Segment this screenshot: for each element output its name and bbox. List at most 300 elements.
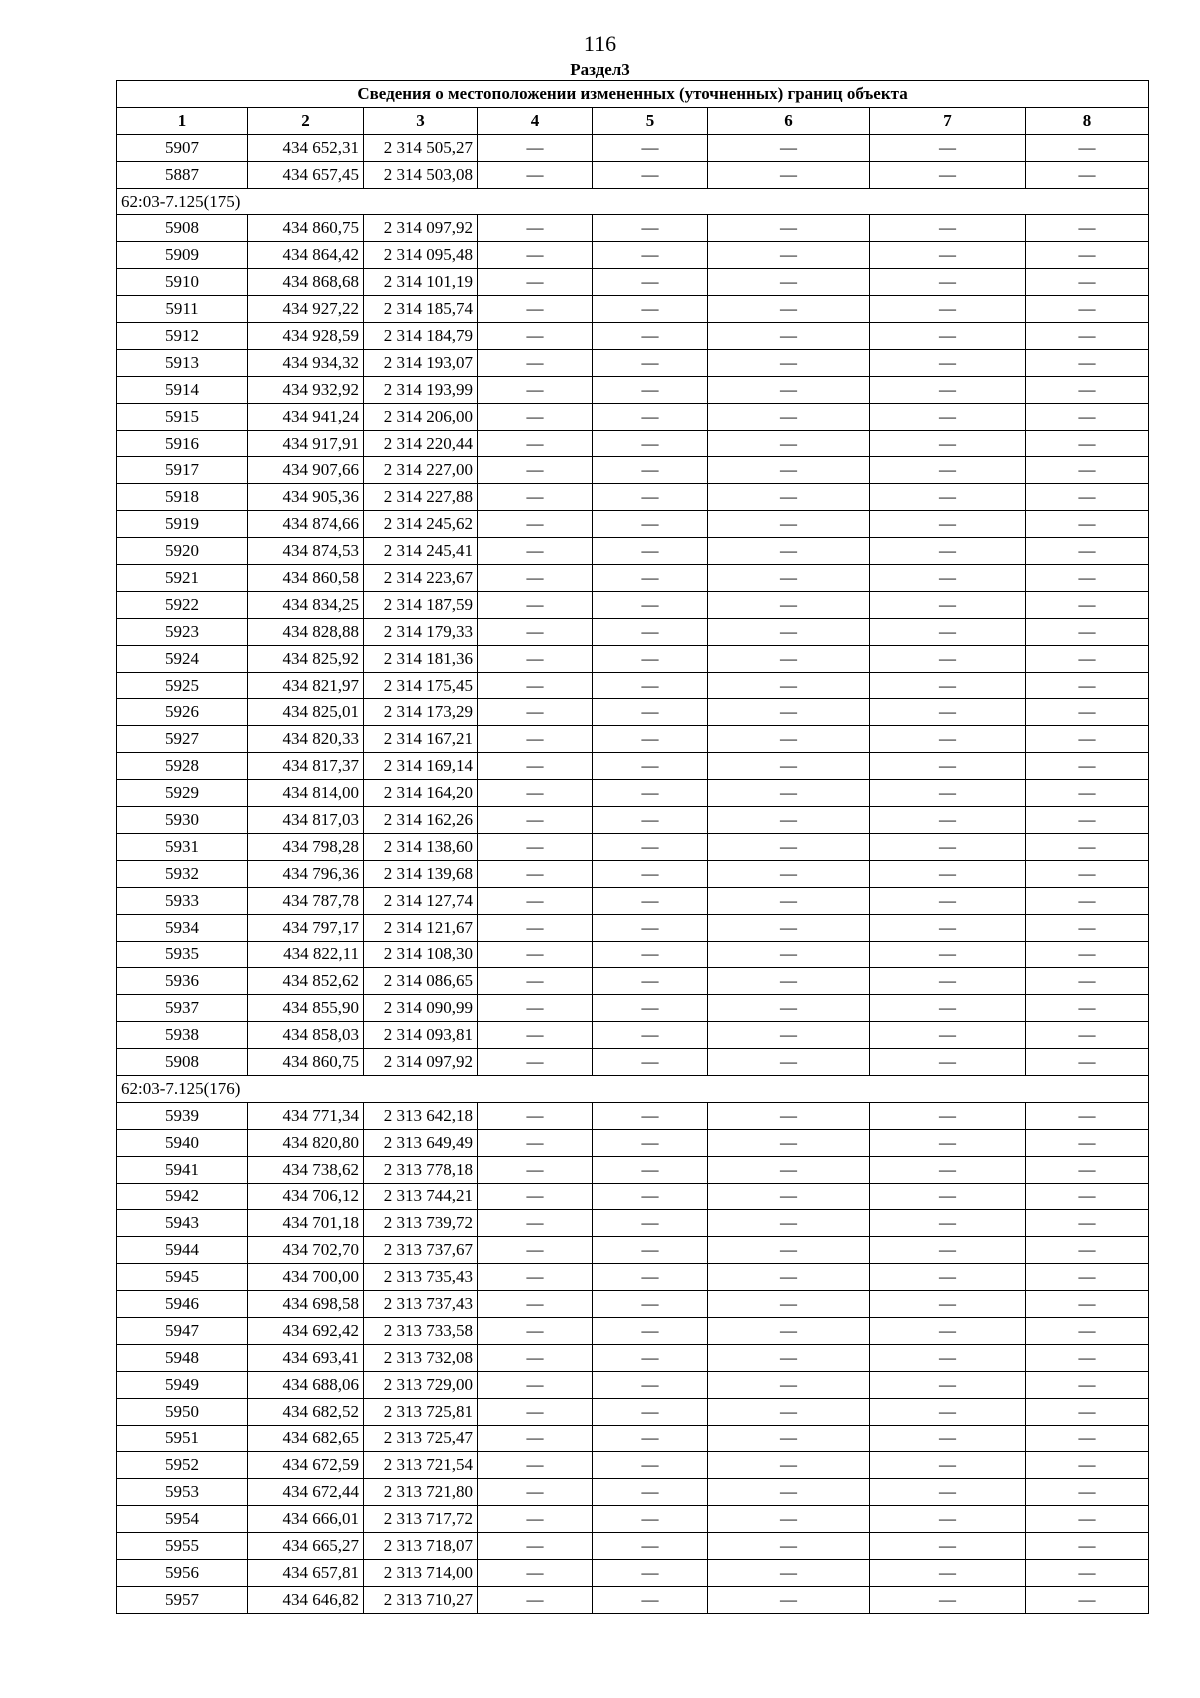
- point-id: 5914: [117, 376, 248, 403]
- table-row: [117, 1237, 1149, 1264]
- empty-value-col-6: —: [708, 1317, 870, 1344]
- empty-value-col-7: —: [870, 1586, 1026, 1613]
- empty-value-col-4: —: [478, 349, 593, 376]
- coordinate-y: 2 314 139,68: [364, 860, 478, 887]
- coordinate-y: 2 314 245,62: [364, 511, 478, 538]
- coordinate-x: 434 868,68: [248, 269, 364, 296]
- table-row: [117, 618, 1149, 645]
- empty-value-col-4: —: [478, 484, 593, 511]
- empty-value-col-7: —: [870, 242, 1026, 269]
- empty-value-col-7: —: [870, 807, 1026, 834]
- empty-value-col-6: —: [708, 1102, 870, 1129]
- table-body: [117, 134, 1149, 1613]
- point-id: 5949: [117, 1371, 248, 1398]
- empty-value-col-6: —: [708, 860, 870, 887]
- point-id: 5935: [117, 941, 248, 968]
- coordinate-y: 2 314 169,14: [364, 753, 478, 780]
- table-row: [117, 511, 1149, 538]
- empty-value-col-8: —: [1026, 269, 1149, 296]
- empty-value-col-8: —: [1026, 860, 1149, 887]
- empty-value-col-6: —: [708, 941, 870, 968]
- empty-value-col-6: —: [708, 134, 870, 161]
- coordinate-x: 434 820,33: [248, 726, 364, 753]
- table-row: [117, 591, 1149, 618]
- empty-value-col-4: —: [478, 457, 593, 484]
- empty-value-col-8: —: [1026, 1506, 1149, 1533]
- coordinate-y: 2 314 223,67: [364, 565, 478, 592]
- empty-value-col-6: —: [708, 1210, 870, 1237]
- empty-value-col-8: —: [1026, 1291, 1149, 1318]
- group-row: [117, 1075, 1149, 1102]
- coordinate-x: 434 825,92: [248, 645, 364, 672]
- empty-value-col-8: —: [1026, 914, 1149, 941]
- empty-value-col-5: —: [593, 538, 708, 565]
- point-id: 5928: [117, 753, 248, 780]
- table-row: [117, 1425, 1149, 1452]
- empty-value-col-4: —: [478, 1533, 593, 1560]
- empty-value-col-8: —: [1026, 1371, 1149, 1398]
- empty-value-col-8: —: [1026, 161, 1149, 188]
- empty-value-col-4: —: [478, 807, 593, 834]
- empty-value-col-8: —: [1026, 1559, 1149, 1586]
- point-id: 5920: [117, 538, 248, 565]
- table-row: [117, 215, 1149, 242]
- group-label: 62:03-7.125(176): [117, 1075, 1149, 1102]
- coordinate-x: 434 692,42: [248, 1317, 364, 1344]
- empty-value-col-7: —: [870, 1371, 1026, 1398]
- empty-value-col-5: —: [593, 457, 708, 484]
- table-row: [117, 1317, 1149, 1344]
- empty-value-col-5: —: [593, 860, 708, 887]
- coordinate-y: 2 314 108,30: [364, 941, 478, 968]
- empty-value-col-4: —: [478, 1398, 593, 1425]
- coordinate-x: 434 821,97: [248, 672, 364, 699]
- empty-value-col-6: —: [708, 296, 870, 323]
- empty-value-col-5: —: [593, 1506, 708, 1533]
- coordinate-y: 2 314 175,45: [364, 672, 478, 699]
- point-id: 5912: [117, 323, 248, 350]
- table-row: [117, 323, 1149, 350]
- empty-value-col-7: —: [870, 699, 1026, 726]
- empty-value-col-6: —: [708, 269, 870, 296]
- empty-value-col-5: —: [593, 1156, 708, 1183]
- coordinate-x: 434 738,62: [248, 1156, 364, 1183]
- empty-value-col-5: —: [593, 672, 708, 699]
- empty-value-col-7: —: [870, 1452, 1026, 1479]
- empty-value-col-7: —: [870, 1291, 1026, 1318]
- empty-value-col-5: —: [593, 753, 708, 780]
- table-row: [117, 1291, 1149, 1318]
- table-row: [117, 1398, 1149, 1425]
- coordinate-x: 434 682,52: [248, 1398, 364, 1425]
- empty-value-col-5: —: [593, 269, 708, 296]
- coordinate-x: 434 905,36: [248, 484, 364, 511]
- table-row: [117, 242, 1149, 269]
- point-id: 5925: [117, 672, 248, 699]
- empty-value-col-5: —: [593, 618, 708, 645]
- empty-value-col-8: —: [1026, 1264, 1149, 1291]
- empty-value-col-8: —: [1026, 753, 1149, 780]
- point-id: 5945: [117, 1264, 248, 1291]
- coordinate-x: 434 917,91: [248, 430, 364, 457]
- coordinate-x: 434 860,58: [248, 565, 364, 592]
- coordinate-y: 2 313 725,47: [364, 1425, 478, 1452]
- coordinate-y: 2 314 179,33: [364, 618, 478, 645]
- point-id: 5921: [117, 565, 248, 592]
- coordinate-x: 434 672,44: [248, 1479, 364, 1506]
- table-row: [117, 753, 1149, 780]
- table-row: [117, 726, 1149, 753]
- coordinate-y: 2 314 503,08: [364, 161, 478, 188]
- coordinate-x: 434 864,42: [248, 242, 364, 269]
- empty-value-col-4: —: [478, 1049, 593, 1076]
- empty-value-col-8: —: [1026, 672, 1149, 699]
- empty-value-col-5: —: [593, 1425, 708, 1452]
- empty-value-col-6: —: [708, 618, 870, 645]
- column-header-7: 7: [870, 107, 1026, 134]
- coordinate-y: 2 314 138,60: [364, 833, 478, 860]
- table-row: [117, 1452, 1149, 1479]
- empty-value-col-6: —: [708, 1398, 870, 1425]
- point-id: 5919: [117, 511, 248, 538]
- table-row: [117, 1102, 1149, 1129]
- table-row: [117, 430, 1149, 457]
- empty-value-col-6: —: [708, 565, 870, 592]
- empty-value-col-4: —: [478, 887, 593, 914]
- empty-value-col-7: —: [870, 1156, 1026, 1183]
- table-row: [117, 860, 1149, 887]
- coordinate-x: 434 874,53: [248, 538, 364, 565]
- coordinate-x: 434 797,17: [248, 914, 364, 941]
- point-id: 5910: [117, 269, 248, 296]
- empty-value-col-5: —: [593, 484, 708, 511]
- empty-value-col-5: —: [593, 1049, 708, 1076]
- point-id: 5924: [117, 645, 248, 672]
- empty-value-col-8: —: [1026, 1479, 1149, 1506]
- coordinate-y: 2 314 097,92: [364, 1049, 478, 1076]
- empty-value-col-7: —: [870, 645, 1026, 672]
- table-row: [117, 376, 1149, 403]
- empty-value-col-5: —: [593, 1479, 708, 1506]
- point-id: 5940: [117, 1129, 248, 1156]
- empty-value-col-6: —: [708, 833, 870, 860]
- empty-value-col-7: —: [870, 1264, 1026, 1291]
- empty-value-col-7: —: [870, 1183, 1026, 1210]
- empty-value-col-4: —: [478, 780, 593, 807]
- empty-value-col-4: —: [478, 1317, 593, 1344]
- empty-value-col-4: —: [478, 1344, 593, 1371]
- coordinate-x: 434 702,70: [248, 1237, 364, 1264]
- empty-value-col-7: —: [870, 1049, 1026, 1076]
- empty-value-col-5: —: [593, 511, 708, 538]
- point-id: 5916: [117, 430, 248, 457]
- empty-value-col-5: —: [593, 376, 708, 403]
- empty-value-col-8: —: [1026, 618, 1149, 645]
- group-label: 62:03-7.125(175): [117, 188, 1149, 215]
- empty-value-col-6: —: [708, 511, 870, 538]
- empty-value-col-6: —: [708, 753, 870, 780]
- point-id: 5932: [117, 860, 248, 887]
- empty-value-col-7: —: [870, 1210, 1026, 1237]
- point-id: 5948: [117, 1344, 248, 1371]
- empty-value-col-7: —: [870, 1559, 1026, 1586]
- empty-value-col-5: —: [593, 1344, 708, 1371]
- empty-value-col-5: —: [593, 1183, 708, 1210]
- coordinate-y: 2 314 086,65: [364, 968, 478, 995]
- column-header-row: [117, 107, 1149, 134]
- empty-value-col-5: —: [593, 1237, 708, 1264]
- empty-value-col-6: —: [708, 1371, 870, 1398]
- coordinate-x: 434 860,75: [248, 215, 364, 242]
- empty-value-col-6: —: [708, 1291, 870, 1318]
- point-id: 5926: [117, 699, 248, 726]
- table-row: [117, 1156, 1149, 1183]
- table-row: [117, 914, 1149, 941]
- empty-value-col-4: —: [478, 430, 593, 457]
- empty-value-col-8: —: [1026, 538, 1149, 565]
- table-row: [117, 780, 1149, 807]
- empty-value-col-5: —: [593, 296, 708, 323]
- empty-value-col-7: —: [870, 538, 1026, 565]
- point-id: 5913: [117, 349, 248, 376]
- empty-value-col-6: —: [708, 645, 870, 672]
- coordinate-x: 434 665,27: [248, 1533, 364, 1560]
- coordinate-y: 2 314 227,00: [364, 457, 478, 484]
- empty-value-col-4: —: [478, 645, 593, 672]
- empty-value-col-4: —: [478, 833, 593, 860]
- column-header-8: 8: [1026, 107, 1149, 134]
- empty-value-col-8: —: [1026, 1237, 1149, 1264]
- coordinate-x: 434 672,59: [248, 1452, 364, 1479]
- empty-value-col-7: —: [870, 457, 1026, 484]
- coordinate-x: 434 941,24: [248, 403, 364, 430]
- empty-value-col-4: —: [478, 860, 593, 887]
- coordinate-x: 434 932,92: [248, 376, 364, 403]
- empty-value-col-7: —: [870, 349, 1026, 376]
- empty-value-col-5: —: [593, 807, 708, 834]
- coordinate-x: 434 822,11: [248, 941, 364, 968]
- coordinate-x: 434 928,59: [248, 323, 364, 350]
- table-row: [117, 941, 1149, 968]
- empty-value-col-4: —: [478, 1371, 593, 1398]
- empty-value-col-6: —: [708, 1452, 870, 1479]
- empty-value-col-4: —: [478, 134, 593, 161]
- coordinate-x: 434 657,81: [248, 1559, 364, 1586]
- empty-value-col-8: —: [1026, 376, 1149, 403]
- empty-value-col-6: —: [708, 1156, 870, 1183]
- point-id: 5923: [117, 618, 248, 645]
- empty-value-col-6: —: [708, 1425, 870, 1452]
- empty-value-col-6: —: [708, 1129, 870, 1156]
- coordinate-x: 434 787,78: [248, 887, 364, 914]
- point-id: 5944: [117, 1237, 248, 1264]
- empty-value-col-6: —: [708, 995, 870, 1022]
- coordinate-y: 2 313 744,21: [364, 1183, 478, 1210]
- empty-value-col-5: —: [593, 941, 708, 968]
- empty-value-col-7: —: [870, 511, 1026, 538]
- empty-value-col-6: —: [708, 807, 870, 834]
- empty-value-col-7: —: [870, 1129, 1026, 1156]
- empty-value-col-4: —: [478, 511, 593, 538]
- empty-value-col-8: —: [1026, 887, 1149, 914]
- empty-value-col-5: —: [593, 833, 708, 860]
- point-id: 5918: [117, 484, 248, 511]
- empty-value-col-5: —: [593, 645, 708, 672]
- empty-value-col-5: —: [593, 349, 708, 376]
- empty-value-col-8: —: [1026, 1452, 1149, 1479]
- table-row: [117, 134, 1149, 161]
- coordinates-table: [116, 80, 1149, 1614]
- empty-value-col-8: —: [1026, 323, 1149, 350]
- coordinate-y: 2 314 184,79: [364, 323, 478, 350]
- column-header-4: 4: [478, 107, 593, 134]
- point-id: 5922: [117, 591, 248, 618]
- empty-value-col-4: —: [478, 753, 593, 780]
- empty-value-col-7: —: [870, 941, 1026, 968]
- table-row: [117, 457, 1149, 484]
- empty-value-col-5: —: [593, 1559, 708, 1586]
- column-header-5: 5: [593, 107, 708, 134]
- table-row: [117, 161, 1149, 188]
- empty-value-col-5: —: [593, 242, 708, 269]
- table-row: [117, 296, 1149, 323]
- empty-value-col-7: —: [870, 134, 1026, 161]
- point-id: 5887: [117, 161, 248, 188]
- coordinate-x: 434 652,31: [248, 134, 364, 161]
- coordinate-y: 2 314 164,20: [364, 780, 478, 807]
- empty-value-col-4: —: [478, 1586, 593, 1613]
- group-row: [117, 188, 1149, 215]
- empty-value-col-7: —: [870, 296, 1026, 323]
- coordinate-x: 434 666,01: [248, 1506, 364, 1533]
- coordinate-y: 2 313 732,08: [364, 1344, 478, 1371]
- empty-value-col-6: —: [708, 1022, 870, 1049]
- point-id: 5952: [117, 1452, 248, 1479]
- empty-value-col-6: —: [708, 376, 870, 403]
- empty-value-col-5: —: [593, 995, 708, 1022]
- coordinate-y: 2 314 220,44: [364, 430, 478, 457]
- empty-value-col-4: —: [478, 269, 593, 296]
- empty-value-col-8: —: [1026, 1102, 1149, 1129]
- point-id: 5942: [117, 1183, 248, 1210]
- empty-value-col-7: —: [870, 323, 1026, 350]
- empty-value-col-8: —: [1026, 941, 1149, 968]
- point-id: 5951: [117, 1425, 248, 1452]
- coordinate-x: 434 706,12: [248, 1183, 364, 1210]
- point-id: 5956: [117, 1559, 248, 1586]
- empty-value-col-4: —: [478, 1210, 593, 1237]
- empty-value-col-4: —: [478, 538, 593, 565]
- empty-value-col-6: —: [708, 968, 870, 995]
- point-id: 5908: [117, 1049, 248, 1076]
- empty-value-col-8: —: [1026, 699, 1149, 726]
- empty-value-col-7: —: [870, 995, 1026, 1022]
- empty-value-col-5: —: [593, 1102, 708, 1129]
- empty-value-col-6: —: [708, 457, 870, 484]
- empty-value-col-7: —: [870, 726, 1026, 753]
- empty-value-col-5: —: [593, 780, 708, 807]
- empty-value-col-8: —: [1026, 134, 1149, 161]
- empty-value-col-8: —: [1026, 1425, 1149, 1452]
- empty-value-col-5: —: [593, 699, 708, 726]
- empty-value-col-4: —: [478, 1102, 593, 1129]
- empty-value-col-6: —: [708, 672, 870, 699]
- empty-value-col-4: —: [478, 1479, 593, 1506]
- empty-value-col-8: —: [1026, 591, 1149, 618]
- table-row: [117, 995, 1149, 1022]
- coordinate-x: 434 701,18: [248, 1210, 364, 1237]
- empty-value-col-7: —: [870, 672, 1026, 699]
- empty-value-col-8: —: [1026, 1344, 1149, 1371]
- empty-value-col-8: —: [1026, 349, 1149, 376]
- coordinate-y: 2 314 245,41: [364, 538, 478, 565]
- empty-value-col-8: —: [1026, 1183, 1149, 1210]
- empty-value-col-7: —: [870, 484, 1026, 511]
- empty-value-col-4: —: [478, 618, 593, 645]
- table-row: [117, 1210, 1149, 1237]
- coordinate-x: 434 820,80: [248, 1129, 364, 1156]
- coordinate-y: 2 313 737,67: [364, 1237, 478, 1264]
- empty-value-col-7: —: [870, 591, 1026, 618]
- coordinate-y: 2 313 729,00: [364, 1371, 478, 1398]
- empty-value-col-8: —: [1026, 1022, 1149, 1049]
- empty-value-col-5: —: [593, 161, 708, 188]
- empty-value-col-7: —: [870, 430, 1026, 457]
- table-row: [117, 1022, 1149, 1049]
- empty-value-col-4: —: [478, 403, 593, 430]
- coordinate-y: 2 313 739,72: [364, 1210, 478, 1237]
- empty-value-col-5: —: [593, 1022, 708, 1049]
- table-row: [117, 807, 1149, 834]
- coordinate-y: 2 314 090,99: [364, 995, 478, 1022]
- empty-value-col-4: —: [478, 215, 593, 242]
- table-row: [117, 565, 1149, 592]
- coordinate-y: 2 314 167,21: [364, 726, 478, 753]
- coordinate-x: 434 646,82: [248, 1586, 364, 1613]
- table-title: Сведения о местоположении измененных (уточненных) границ объекта: [117, 81, 1149, 108]
- coordinate-x: 434 858,03: [248, 1022, 364, 1049]
- empty-value-col-6: —: [708, 538, 870, 565]
- empty-value-col-5: —: [593, 1398, 708, 1425]
- empty-value-col-4: —: [478, 968, 593, 995]
- empty-value-col-6: —: [708, 323, 870, 350]
- empty-value-col-4: —: [478, 1425, 593, 1452]
- point-id: 5929: [117, 780, 248, 807]
- empty-value-col-4: —: [478, 941, 593, 968]
- point-id: 5941: [117, 1156, 248, 1183]
- empty-value-col-6: —: [708, 591, 870, 618]
- empty-value-col-6: —: [708, 161, 870, 188]
- empty-value-col-4: —: [478, 242, 593, 269]
- empty-value-col-4: —: [478, 914, 593, 941]
- empty-value-col-8: —: [1026, 403, 1149, 430]
- empty-value-col-8: —: [1026, 1049, 1149, 1076]
- empty-value-col-7: —: [870, 565, 1026, 592]
- table-row: [117, 1533, 1149, 1560]
- point-id: 5953: [117, 1479, 248, 1506]
- empty-value-col-6: —: [708, 726, 870, 753]
- empty-value-col-6: —: [708, 349, 870, 376]
- coordinate-x: 434 852,62: [248, 968, 364, 995]
- empty-value-col-4: —: [478, 1022, 593, 1049]
- point-id: 5954: [117, 1506, 248, 1533]
- coordinate-y: 2 314 206,00: [364, 403, 478, 430]
- empty-value-col-4: —: [478, 699, 593, 726]
- empty-value-col-7: —: [870, 1479, 1026, 1506]
- table-row: [117, 833, 1149, 860]
- coordinate-y: 2 314 097,92: [364, 215, 478, 242]
- empty-value-col-7: —: [870, 833, 1026, 860]
